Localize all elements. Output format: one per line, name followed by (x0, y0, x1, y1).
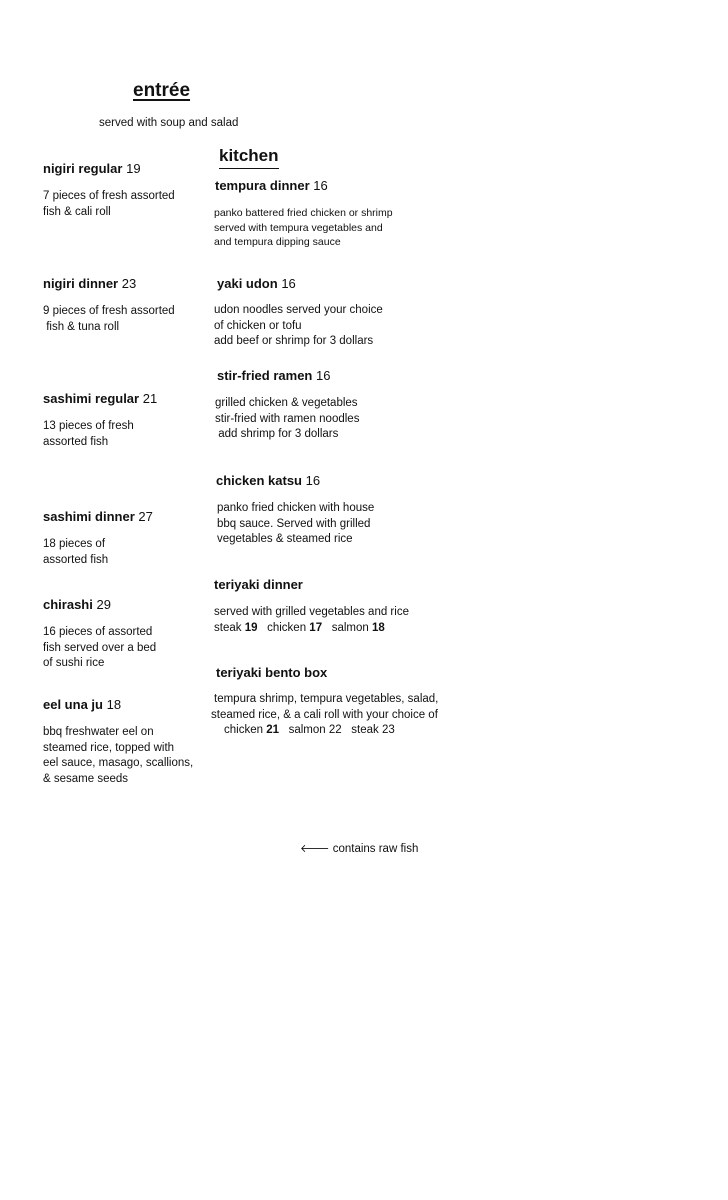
item-price: 16 (316, 368, 331, 383)
item-price: 19 (126, 161, 141, 176)
item-description: 18 pieces of (43, 538, 106, 550)
item-description: 13 pieces of fresh (43, 420, 134, 432)
menu-section-subtitle: served with soup and salad (99, 117, 239, 129)
item-description: 7 pieces of fresh assorted (43, 190, 175, 202)
item-description: tempura shrimp, tempura vegetables, salad, (214, 693, 439, 705)
item-price: 29 (96, 597, 111, 612)
item-description: add shrimp for 3 dollars (215, 428, 339, 440)
bento-prices: chicken 21 salmon 22 steak 23 (224, 724, 395, 736)
item-description: served with grilled vegetables and rice (214, 606, 409, 618)
menu-item (211, 665, 439, 739)
item-name: eel una ju (43, 697, 103, 712)
item-description: assorted fish (43, 435, 109, 448)
menu-item (215, 178, 393, 250)
menu-item (217, 368, 359, 443)
left-arrow-icon: 🡐 (300, 842, 330, 855)
item-name: sashimi dinner (43, 509, 135, 524)
item-description: vegetables & steamed rice (217, 533, 353, 545)
item-description: steamed rice, & a cali roll with your choice of (211, 708, 438, 721)
item-description: stir-fried with ramen noodles (215, 412, 360, 425)
item-description: add beef or shrimp for 3 dollars (214, 335, 374, 347)
menu-item (43, 161, 175, 220)
item-description: fish & cali roll (43, 205, 111, 218)
footnote-text: contains raw fish (332, 843, 419, 855)
menu-item (43, 509, 153, 568)
item-price: 27 (138, 509, 153, 524)
item-description: steamed rice, topped with (43, 741, 175, 754)
item-description: fish served over a bed (43, 641, 157, 654)
item-description: eel sauce, masago, scallions, (43, 757, 194, 769)
item-description: assorted fish (43, 553, 109, 566)
item-description: bbq freshwater eel on (43, 726, 154, 738)
item-description: 9 pieces of fresh assorted (43, 305, 175, 317)
item-description: 16 pieces of assorted (43, 626, 153, 638)
item-price: 16 (305, 473, 321, 488)
item-name: stir-fried ramen (217, 368, 313, 383)
item-description: udon noodles served your choice (214, 304, 383, 316)
menu-item (43, 597, 156, 672)
menu-item (43, 276, 175, 335)
item-description: panko fried chicken with house (217, 502, 375, 514)
menu-item (43, 391, 157, 450)
item-description: of chicken or tofu (214, 319, 302, 332)
menu-item (214, 577, 409, 636)
item-description: fish & tuna roll (43, 320, 120, 333)
item-price: 23 (121, 276, 137, 291)
item-name: tempura dinner (215, 178, 310, 193)
item-name: chirashi (43, 597, 93, 612)
item-name: nigiri regular (43, 161, 123, 176)
item-name: teriyaki dinner (214, 577, 303, 592)
menu-item (214, 276, 383, 350)
teriyaki-dinner-prices: steak 19 chicken 17 salmon 18 (214, 621, 385, 634)
item-description: panko battered fried chicken or shrimp (214, 207, 393, 219)
item-name: teriyaki bento box (216, 665, 328, 680)
item-price: 21 (142, 391, 158, 406)
item-description: served with tempura vegetables and (214, 221, 383, 234)
item-description: grilled chicken & vegetables (215, 397, 358, 409)
item-price: 18 (106, 697, 122, 712)
item-description: of sushi rice (43, 657, 105, 669)
menu-section-title: entrée (133, 80, 191, 101)
kitchen-section-title: kitchen (219, 146, 279, 169)
item-description: bbq sauce. Served with grilled (217, 517, 371, 530)
item-name: nigiri dinner (43, 276, 119, 291)
item-price: 16 (313, 178, 328, 193)
item-name: chicken katsu (216, 473, 302, 488)
menu-item (43, 697, 193, 787)
item-description: and tempura dipping sauce (214, 236, 341, 248)
item-name: sashimi regular (43, 391, 140, 406)
item-name: yaki udon (217, 276, 278, 291)
item-description: & sesame seeds (43, 772, 129, 785)
raw-fish-footnote (300, 841, 418, 855)
item-price: 16 (281, 276, 296, 291)
menu-item (216, 473, 374, 548)
